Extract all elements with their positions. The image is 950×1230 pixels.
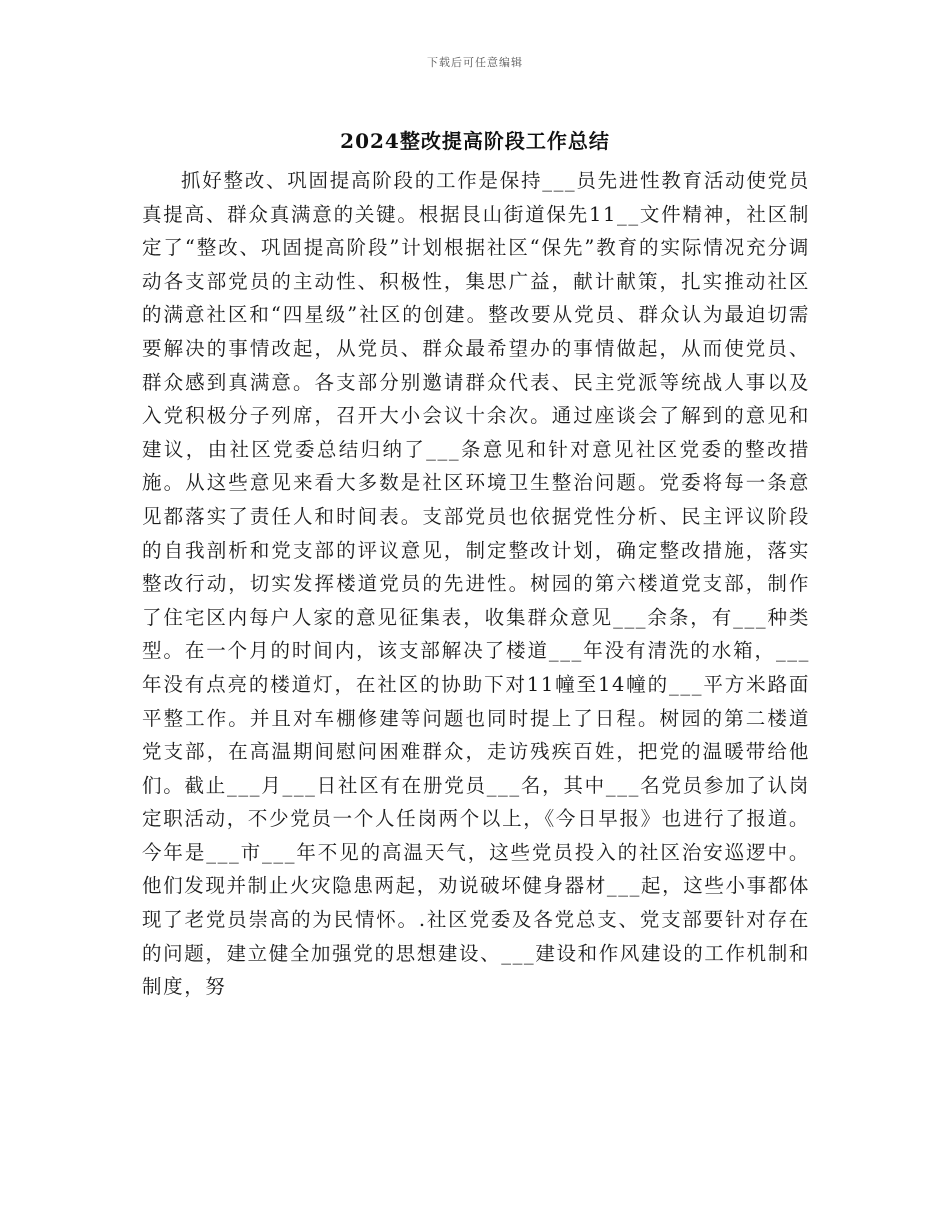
document-title: 2024整改提高阶段工作总结	[340, 129, 610, 153]
document-body	[142, 164, 810, 1004]
page-header-note: 下载后可任意编辑	[427, 56, 523, 69]
body-paragraph: 抓好整改、巩固提高阶段的工作是保持___员先进性教育活动使党员真提高、群众真满意的关键。根据艮山街道保先11__文件精神，社区制定了“整改、巩固提高阶段”计划根据社区“保先”教育的实际情况充分调动各支部党员的主动性、积极性，集思广益，献计献策，扎实推动社区的满意社区和“四星级”社区的创建。整改要从党员、群众认为最迫切需要解决的事情改起，从党员、群众最希望办的事情做起，从而使党员、群众感到真满意。各支部分别邀请群众代表、民主党派等统战人事以及入党积极分子列席，召开大小会议十余次。通过座谈会了解到的意见和建议，由社区党委总结归纳了___条意见和针对意见社区党委的整改措施。从这些意见来看大多数是社区环境卫生整治问题。党委将每一条意见都落实了责任人和时间表。支部党员也依据党性分析、民主评议阶段的自我剖析和党支部的评议意见，制定整改计划，确定整改措施，落实整改行动，切实发挥楼道党员的先进性。树园的第六楼道党支部，制作了住宅区内每户人家的意见征集表，收集群众意见___余条，有___种类型。在一个月的时间内，该支部解决了楼道___年没有清洗的水箱，___年没有点亮的楼道灯，在社区的协助下对11幢至14幢的___平方米路面平整工作。并且对车棚修建等问题也同时提上了日程。树园的第二楼道党支部，在高温期间慰问困难群众，走访残疾百姓，把党的温暖带给他们。截止___月___日社区有在册党员___名，其中___名党员参加了认岗定职活动，不少党员一个人任岗两个以上，《今日早报》也进行了报道。今年是___市___年不见的高温天气，这些党员投入的社区治安巡逻中。他们发现并制止火灾隐患两起，劝说破坏健身器材___起，这些小事都体现了老党员崇高的为民情怀。.社区党委及各党总支、党支部要针对存在的问题，建立健全加强党的思想建设、___建设和作风建设的工作机制和制度，努	[142, 169, 810, 999]
